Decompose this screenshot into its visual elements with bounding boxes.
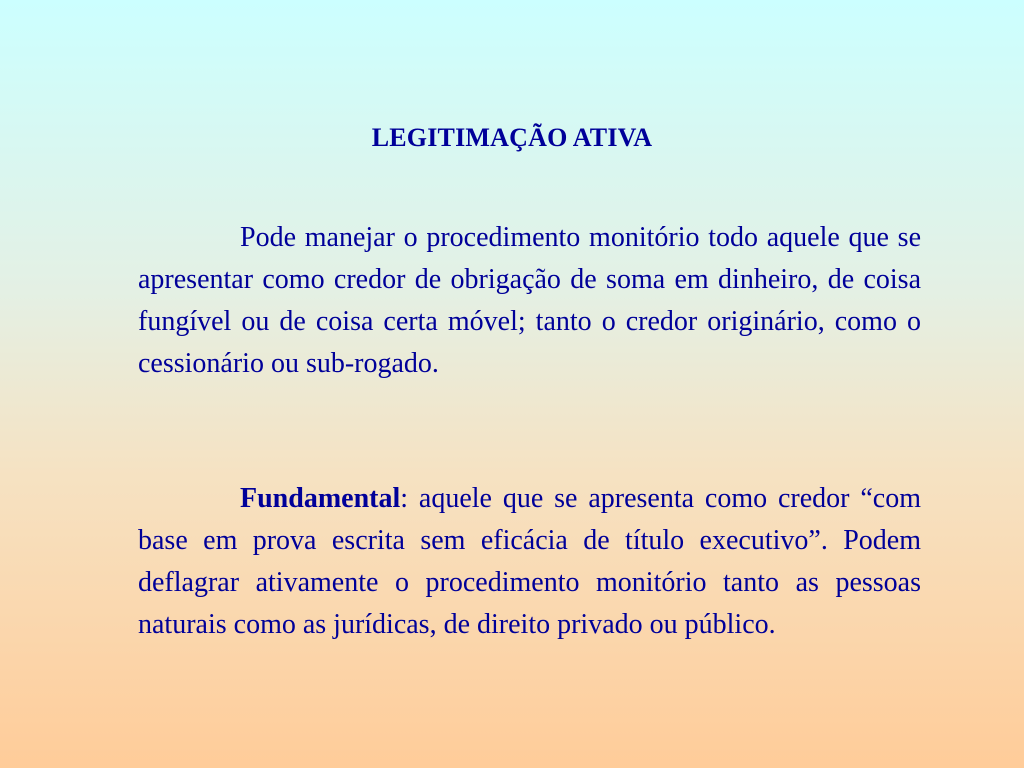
paragraph-fundamental [138,478,921,646]
fundamental-text: : aquele que se apresenta como credor “com base em prova escrita sem eficácia de título executivo”. Podem deflagrar ativamente o procedimento monitório tanto as pessoas naturais como as jurídicas, de direito privado ou público. [138,483,921,640]
fundamental-term: Fundamental [240,483,401,514]
slide-title: LEGITIMAÇÃO ATIVA [371,123,653,152]
paragraph-legitimacy: Pode manejar o procedimento monitório todo aquele que se apresentar como credor de obrigação de soma em dinheiro, de coisa fungível ou de coisa certa móvel; tanto o credor originário, como o cessionário ou sub-rogado. [138,222,921,379]
